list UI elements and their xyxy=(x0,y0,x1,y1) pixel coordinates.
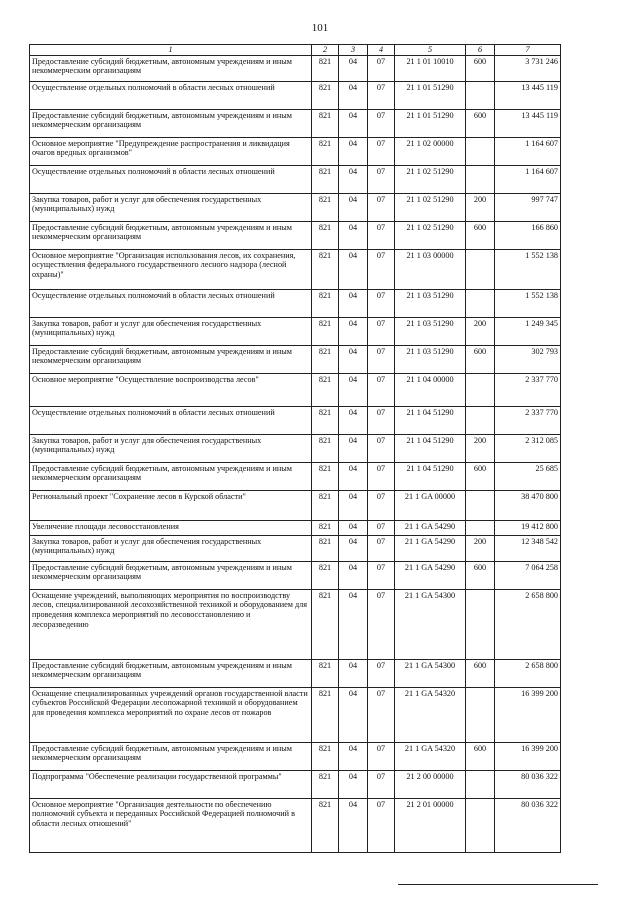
ministry-code-cell: 821 xyxy=(312,81,339,109)
row-name-cell: Осуществление отдельных полномочий в области лесных отношений xyxy=(30,406,312,434)
table-body xyxy=(30,55,561,852)
article-code-cell: 21 1 GA 54300 xyxy=(395,659,466,687)
article-code-cell: 21 1 02 00000 xyxy=(395,137,466,165)
expense-type-cell xyxy=(466,289,495,317)
ministry-code-cell: 821 xyxy=(312,406,339,434)
table-row xyxy=(30,406,561,434)
table-row xyxy=(30,434,561,462)
section-code-cell: 04 xyxy=(339,193,368,221)
amount-cell: 1 552 138 xyxy=(495,249,561,289)
table-row xyxy=(30,589,561,659)
article-code-cell: 21 1 01 10010 xyxy=(395,55,466,81)
ministry-code-cell: 821 xyxy=(312,770,339,798)
ministry-code-cell: 821 xyxy=(312,490,339,520)
table-row xyxy=(30,687,561,742)
amount-cell: 25 685 xyxy=(495,462,561,490)
row-name-cell: Предоставление субсидий бюджетным, автономным учреждениям и иным некоммерческим организациям xyxy=(30,561,312,589)
section-code-cell: 04 xyxy=(339,406,368,434)
article-code-cell: 21 1 03 51290 xyxy=(395,345,466,373)
row-name-cell: Увеличение площади лесовосстановления xyxy=(30,520,312,535)
ministry-code-cell: 821 xyxy=(312,561,339,589)
section-code-cell: 04 xyxy=(339,561,368,589)
section-code-cell: 04 xyxy=(339,109,368,137)
table-row xyxy=(30,520,561,535)
article-code-cell: 21 1 03 00000 xyxy=(395,249,466,289)
table-row xyxy=(30,490,561,520)
expense-type-cell: 600 xyxy=(466,345,495,373)
ministry-code-cell: 821 xyxy=(312,165,339,193)
article-code-cell: 21 1 GA 54300 xyxy=(395,589,466,659)
amount-cell: 19 412 800 xyxy=(495,520,561,535)
amount-cell: 2 658 800 xyxy=(495,589,561,659)
table-row xyxy=(30,193,561,221)
ministry-code-cell: 821 xyxy=(312,345,339,373)
subsection-code-cell: 07 xyxy=(368,687,395,742)
row-name-cell: Основное мероприятие "Организация деятельности по обеспечению полномочий субъекта и переданных Российской Федерацией полномочий в области лесных отношений" xyxy=(30,798,312,852)
amount-cell: 166 860 xyxy=(495,221,561,249)
ministry-code-cell: 821 xyxy=(312,687,339,742)
section-code-cell: 04 xyxy=(339,687,368,742)
column-header: 7 xyxy=(495,45,561,56)
section-code-cell: 04 xyxy=(339,165,368,193)
ministry-code-cell: 821 xyxy=(312,221,339,249)
article-code-cell: 21 1 GA 54290 xyxy=(395,561,466,589)
table-row xyxy=(30,249,561,289)
article-code-cell: 21 1 04 51290 xyxy=(395,406,466,434)
row-name-cell: Закупка товаров, работ и услуг для обеспечения государственных (муниципальных) нужд xyxy=(30,193,312,221)
subsection-code-cell: 07 xyxy=(368,109,395,137)
expense-type-cell: 200 xyxy=(466,193,495,221)
expense-type-cell: 600 xyxy=(466,742,495,770)
table-row xyxy=(30,221,561,249)
article-code-cell: 21 2 00 00000 xyxy=(395,770,466,798)
subsection-code-cell: 07 xyxy=(368,434,395,462)
subsection-code-cell: 07 xyxy=(368,289,395,317)
expense-type-cell xyxy=(466,687,495,742)
ministry-code-cell: 821 xyxy=(312,55,339,81)
article-code-cell: 21 1 GA 54320 xyxy=(395,742,466,770)
subsection-code-cell: 07 xyxy=(368,770,395,798)
subsection-code-cell: 07 xyxy=(368,317,395,345)
section-code-cell: 04 xyxy=(339,373,368,406)
ministry-code-cell: 821 xyxy=(312,434,339,462)
expense-type-cell xyxy=(466,770,495,798)
article-code-cell: 21 1 GA 54290 xyxy=(395,535,466,561)
expense-type-cell: 600 xyxy=(466,221,495,249)
section-code-cell: 04 xyxy=(339,770,368,798)
amount-cell: 12 348 542 xyxy=(495,535,561,561)
row-name-cell: Закупка товаров, работ и услуг для обеспечения государственных (муниципальных) нужд xyxy=(30,434,312,462)
section-code-cell: 04 xyxy=(339,798,368,852)
row-name-cell: Предоставление субсидий бюджетным, автономным учреждениям и иным некоммерческим организациям xyxy=(30,345,312,373)
article-code-cell: 21 1 GA 54290 xyxy=(395,520,466,535)
subsection-code-cell: 07 xyxy=(368,589,395,659)
article-code-cell: 21 1 03 51290 xyxy=(395,289,466,317)
subsection-code-cell: 07 xyxy=(368,249,395,289)
row-name-cell: Осуществление отдельных полномочий в области лесных отношений xyxy=(30,81,312,109)
subsection-code-cell: 07 xyxy=(368,373,395,406)
table-row xyxy=(30,659,561,687)
row-name-cell: Закупка товаров, работ и услуг для обеспечения государственных (муниципальных) нужд xyxy=(30,317,312,345)
expense-type-cell xyxy=(466,249,495,289)
table-row xyxy=(30,345,561,373)
article-code-cell: 21 1 GA 54320 xyxy=(395,687,466,742)
expense-type-cell: 200 xyxy=(466,434,495,462)
section-code-cell: 04 xyxy=(339,289,368,317)
amount-cell: 2 337 770 xyxy=(495,406,561,434)
row-name-cell: Предоставление субсидий бюджетным, автономным учреждениям и иным некоммерческим организациям xyxy=(30,221,312,249)
section-code-cell: 04 xyxy=(339,659,368,687)
amount-cell: 80 036 322 xyxy=(495,798,561,852)
section-code-cell: 04 xyxy=(339,221,368,249)
expense-type-cell xyxy=(466,81,495,109)
row-name-cell: Предоставление субсидий бюджетным, автономным учреждениям и иным некоммерческим организациям xyxy=(30,109,312,137)
ministry-code-cell: 821 xyxy=(312,659,339,687)
table-row xyxy=(30,373,561,406)
column-header: 4 xyxy=(368,45,395,56)
table-row xyxy=(30,561,561,589)
section-code-cell: 04 xyxy=(339,742,368,770)
amount-cell: 7 064 258 xyxy=(495,561,561,589)
expense-type-cell xyxy=(466,406,495,434)
expense-type-cell xyxy=(466,589,495,659)
expense-type-cell xyxy=(466,373,495,406)
row-name-cell: Региональный проект "Сохранение лесов в Курской области" xyxy=(30,490,312,520)
row-name-cell: Подпрограмма "Обеспечение реализации государственной программы" xyxy=(30,770,312,798)
row-name-cell: Основное мероприятие "Организация использования лесов, их сохранения, осуществления федерального государственного лесного надзора (лесной охраны)" xyxy=(30,249,312,289)
section-code-cell: 04 xyxy=(339,249,368,289)
page-number: 101 xyxy=(311,22,329,34)
subsection-code-cell: 07 xyxy=(368,165,395,193)
amount-cell: 80 036 322 xyxy=(495,770,561,798)
subsection-code-cell: 07 xyxy=(368,490,395,520)
amount-cell: 2 658 800 xyxy=(495,659,561,687)
amount-cell: 1 164 607 xyxy=(495,165,561,193)
subsection-code-cell: 07 xyxy=(368,659,395,687)
amount-cell: 16 399 200 xyxy=(495,742,561,770)
row-name-cell: Закупка товаров, работ и услуг для обеспечения государственных (муниципальных) нужд xyxy=(30,535,312,561)
amount-cell: 16 399 200 xyxy=(495,687,561,742)
table-row xyxy=(30,137,561,165)
column-number-row xyxy=(30,45,561,56)
subsection-code-cell: 07 xyxy=(368,742,395,770)
column-header: 5 xyxy=(395,45,466,56)
table-row xyxy=(30,770,561,798)
subsection-code-cell: 07 xyxy=(368,406,395,434)
ministry-code-cell: 821 xyxy=(312,289,339,317)
section-code-cell: 04 xyxy=(339,520,368,535)
article-code-cell: 21 2 01 00000 xyxy=(395,798,466,852)
ministry-code-cell: 821 xyxy=(312,798,339,852)
article-code-cell: 21 1 04 51290 xyxy=(395,462,466,490)
table-row xyxy=(30,742,561,770)
ministry-code-cell: 821 xyxy=(312,193,339,221)
section-code-cell: 04 xyxy=(339,535,368,561)
expense-type-cell xyxy=(466,798,495,852)
column-header: 2 xyxy=(312,45,339,56)
table-row xyxy=(30,462,561,490)
row-name-cell: Оснащение учреждений, выполняющих мероприятия по воспроизводству лесов, специализированной лесохозяйственной техникой и оборудованием для проведения комплекса мероприятий по лесовосстановлению и лесоразведению xyxy=(30,589,312,659)
column-header: 3 xyxy=(339,45,368,56)
article-code-cell: 21 1 02 51290 xyxy=(395,165,466,193)
ministry-code-cell: 821 xyxy=(312,535,339,561)
expense-type-cell xyxy=(466,137,495,165)
article-code-cell: 21 1 04 00000 xyxy=(395,373,466,406)
budget-table xyxy=(29,44,561,853)
expense-type-cell xyxy=(466,165,495,193)
article-code-cell: 21 1 02 51290 xyxy=(395,221,466,249)
amount-cell: 1 249 345 xyxy=(495,317,561,345)
section-code-cell: 04 xyxy=(339,81,368,109)
ministry-code-cell: 821 xyxy=(312,520,339,535)
subsection-code-cell: 07 xyxy=(368,81,395,109)
section-code-cell: 04 xyxy=(339,317,368,345)
expense-type-cell: 200 xyxy=(466,535,495,561)
section-code-cell: 04 xyxy=(339,345,368,373)
table-row xyxy=(30,798,561,852)
table-row xyxy=(30,109,561,137)
subsection-code-cell: 07 xyxy=(368,535,395,561)
amount-cell: 3 731 246 xyxy=(495,55,561,81)
row-name-cell: Предоставление субсидий бюджетным, автономным учреждениям и иным некоммерческим организациям xyxy=(30,462,312,490)
amount-cell: 1 164 607 xyxy=(495,137,561,165)
table-row xyxy=(30,81,561,109)
amount-cell: 1 552 138 xyxy=(495,289,561,317)
expense-type-cell: 600 xyxy=(466,109,495,137)
table-row xyxy=(30,535,561,561)
subsection-code-cell: 07 xyxy=(368,193,395,221)
amount-cell: 2 312 085 xyxy=(495,434,561,462)
article-code-cell: 21 1 01 51290 xyxy=(395,81,466,109)
ministry-code-cell: 821 xyxy=(312,589,339,659)
column-header: 6 xyxy=(466,45,495,56)
row-name-cell: Оснащение специализированных учреждений органов государственной власти субъектов Российской Федерации лесопожарной техникой и оборудованием для проведения комплекса мероприятий по охране лесов от пожаров xyxy=(30,687,312,742)
subsection-code-cell: 07 xyxy=(368,561,395,589)
table-row xyxy=(30,55,561,81)
row-name-cell: Предоставление субсидий бюджетным, автономным учреждениям и иным некоммерческим организациям xyxy=(30,55,312,81)
article-code-cell: 21 1 02 51290 xyxy=(395,193,466,221)
ministry-code-cell: 821 xyxy=(312,373,339,406)
amount-cell: 13 445 119 xyxy=(495,109,561,137)
ministry-code-cell: 821 xyxy=(312,742,339,770)
row-name-cell: Основное мероприятие "Осуществление воспроизводства лесов" xyxy=(30,373,312,406)
expense-type-cell: 600 xyxy=(466,55,495,81)
amount-cell: 2 337 770 xyxy=(495,373,561,406)
section-code-cell: 04 xyxy=(339,55,368,81)
section-code-cell: 04 xyxy=(339,434,368,462)
expense-type-cell: 600 xyxy=(466,659,495,687)
article-code-cell: 21 1 04 51290 xyxy=(395,434,466,462)
subsection-code-cell: 07 xyxy=(368,462,395,490)
subsection-code-cell: 07 xyxy=(368,137,395,165)
article-code-cell: 21 1 03 51290 xyxy=(395,317,466,345)
row-name-cell: Предоставление субсидий бюджетным, автономным учреждениям и иным некоммерческим организациям xyxy=(30,742,312,770)
ministry-code-cell: 821 xyxy=(312,462,339,490)
row-name-cell: Основное мероприятие "Предупреждение распространения и ликвидация очагов вредных организмов" xyxy=(30,137,312,165)
subsection-code-cell: 07 xyxy=(368,221,395,249)
section-code-cell: 04 xyxy=(339,589,368,659)
table-row xyxy=(30,317,561,345)
subsection-code-cell: 07 xyxy=(368,55,395,81)
row-name-cell: Предоставление субсидий бюджетным, автономным учреждениям и иным некоммерческим организациям xyxy=(30,659,312,687)
ministry-code-cell: 821 xyxy=(312,137,339,165)
article-code-cell: 21 1 01 51290 xyxy=(395,109,466,137)
expense-type-cell xyxy=(466,520,495,535)
expense-type-cell: 600 xyxy=(466,561,495,589)
section-code-cell: 04 xyxy=(339,137,368,165)
subsection-code-cell: 07 xyxy=(368,798,395,852)
ministry-code-cell: 821 xyxy=(312,249,339,289)
expense-type-cell xyxy=(466,490,495,520)
subsection-code-cell: 07 xyxy=(368,345,395,373)
section-code-cell: 04 xyxy=(339,462,368,490)
amount-cell: 997 747 xyxy=(495,193,561,221)
column-header: 1 xyxy=(30,45,312,56)
article-code-cell: 21 1 GA 00000 xyxy=(395,490,466,520)
table-row xyxy=(30,165,561,193)
section-code-cell: 04 xyxy=(339,490,368,520)
amount-cell: 13 445 119 xyxy=(495,81,561,109)
ministry-code-cell: 821 xyxy=(312,317,339,345)
expense-type-cell: 600 xyxy=(466,462,495,490)
expense-type-cell: 200 xyxy=(466,317,495,345)
ministry-code-cell: 821 xyxy=(312,109,339,137)
amount-cell: 302 793 xyxy=(495,345,561,373)
amount-cell: 38 470 800 xyxy=(495,490,561,520)
row-name-cell: Осуществление отдельных полномочий в области лесных отношений xyxy=(30,165,312,193)
row-name-cell: Осуществление отдельных полномочий в области лесных отношений xyxy=(30,289,312,317)
subsection-code-cell: 07 xyxy=(368,520,395,535)
table-row xyxy=(30,289,561,317)
footer-rule xyxy=(398,884,598,885)
